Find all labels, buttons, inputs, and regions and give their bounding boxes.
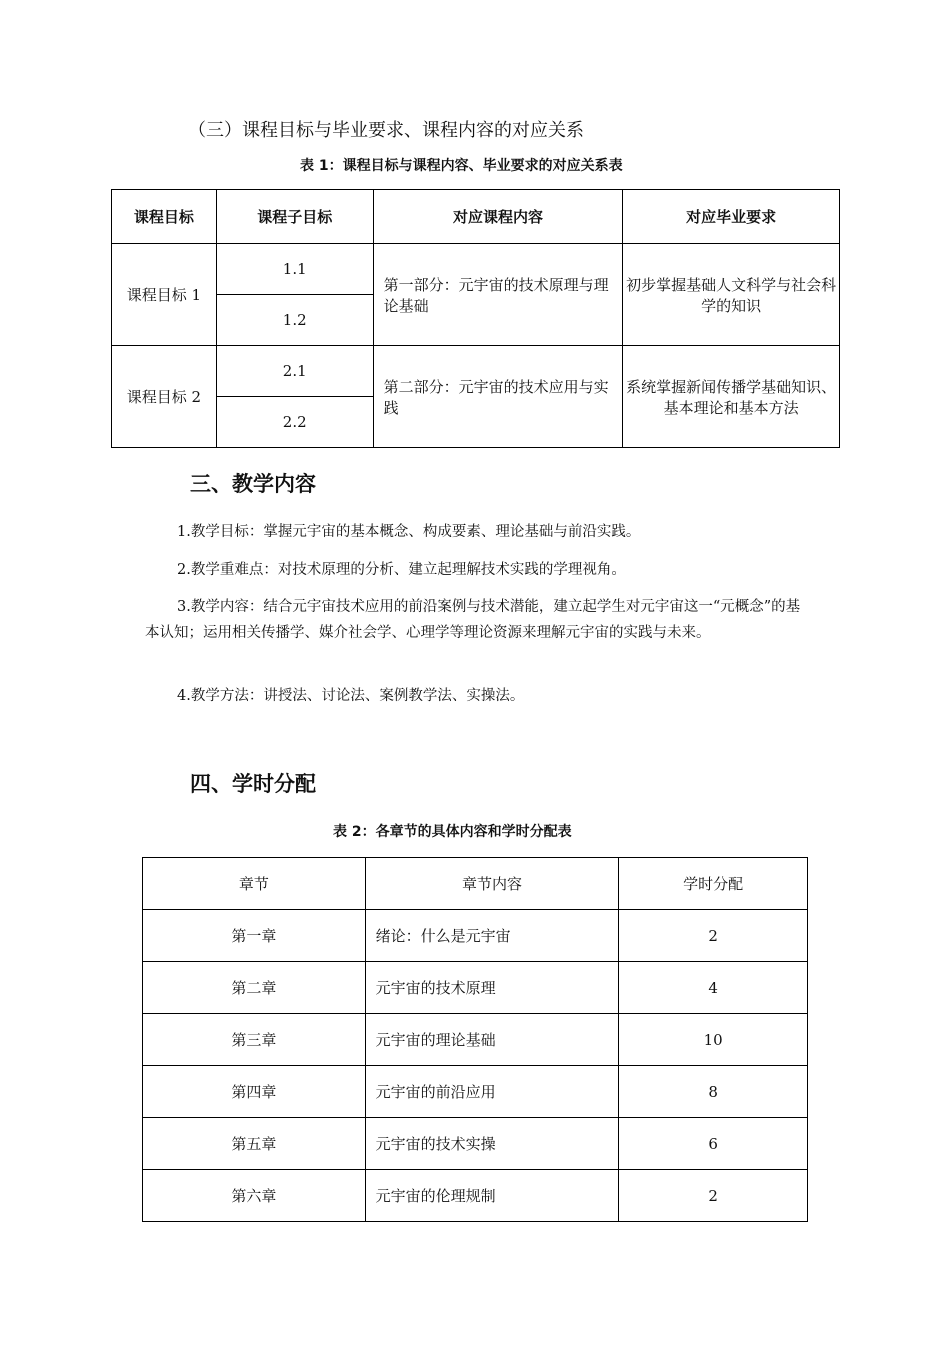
chapter-cell: 第六章 xyxy=(143,1170,366,1222)
section-title-teaching: 三、教学内容 xyxy=(190,472,316,496)
hours-table xyxy=(142,857,808,1222)
chapter-content-cell: 元宇宙的技术实操 xyxy=(365,1118,619,1170)
table-header-row xyxy=(143,858,808,910)
table-row xyxy=(143,1118,808,1170)
table-row xyxy=(143,1170,808,1222)
chapter-content-cell: 元宇宙的前沿应用 xyxy=(365,1066,619,1118)
hours-cell: 2 xyxy=(619,1170,808,1222)
section-subheading: （三）课程目标与毕业要求、课程内容的对应关系 xyxy=(188,120,584,141)
table-header-row xyxy=(112,190,840,244)
chapter-cell: 第一章 xyxy=(143,910,366,962)
subgoal-cell: 1.1 xyxy=(216,244,373,295)
hours-cell: 8 xyxy=(619,1066,808,1118)
paragraph xyxy=(145,594,810,646)
header-cell: 章节 xyxy=(143,858,366,910)
table-row xyxy=(112,346,840,397)
chapter-content-cell: 元宇宙的技术原理 xyxy=(365,962,619,1014)
header-cell: 对应毕业要求 xyxy=(623,190,840,244)
paragraph: 4.教学方法：讲授法、讨论法、案例教学法、实操法。 xyxy=(177,688,525,704)
table2-caption: 表 2：各章节的具体内容和学时分配表 xyxy=(333,824,572,840)
table-row xyxy=(143,1066,808,1118)
subgoal-cell: 2.1 xyxy=(216,346,373,397)
subgoal-cell: 1.2 xyxy=(216,295,373,346)
hours-cell: 6 xyxy=(619,1118,808,1170)
table-row xyxy=(143,1014,808,1066)
goal-cell: 课程目标 1 xyxy=(112,244,217,346)
hours-cell: 4 xyxy=(619,962,808,1014)
chapter-content-cell: 元宇宙的伦理规制 xyxy=(365,1170,619,1222)
paragraph: 2.教学重难点：对技术原理的分析、建立起理解技术实践的学理视角。 xyxy=(177,562,626,578)
hours-cell: 2 xyxy=(619,910,808,962)
chapter-cell: 第二章 xyxy=(143,962,366,1014)
header-cell: 对应课程内容 xyxy=(373,190,623,244)
requirement-cell: 系统掌握新闻传播学基础知识、基本理论和基本方法 xyxy=(623,346,840,448)
table-row xyxy=(143,962,808,1014)
goals-mapping-table xyxy=(111,189,840,448)
chapter-cell: 第五章 xyxy=(143,1118,366,1170)
header-cell: 课程目标 xyxy=(112,190,217,244)
paragraph-text: 3.教学内容：结合元宇宙技术应用的前沿案例与技术潜能，建立起学生对元宇宙这一“元概念”的基本认知；运用相关传播学、媒介社会学、心理学等理论资源来理解元宇宙的实践与未来。 xyxy=(145,599,801,641)
table-row xyxy=(143,910,808,962)
content-cell: 第二部分：元宇宙的技术应用与实践 xyxy=(373,346,623,448)
chapter-cell: 第三章 xyxy=(143,1014,366,1066)
chapter-cell: 第四章 xyxy=(143,1066,366,1118)
table-row xyxy=(112,244,840,295)
chapter-content-cell: 元宇宙的理论基础 xyxy=(365,1014,619,1066)
header-cell: 学时分配 xyxy=(619,858,808,910)
subgoal-cell: 2.2 xyxy=(216,397,373,448)
header-cell: 章节内容 xyxy=(365,858,619,910)
requirement-cell: 初步掌握基础人文科学与社会科学的知识 xyxy=(623,244,840,346)
table1-caption: 表 1：课程目标与课程内容、毕业要求的对应关系表 xyxy=(300,158,623,174)
chapter-content-cell: 绪论：什么是元宇宙 xyxy=(365,910,619,962)
section-title-hours: 四、学时分配 xyxy=(190,772,316,796)
paragraph: 1.教学目标：掌握元宇宙的基本概念、构成要素、理论基础与前沿实践。 xyxy=(177,524,641,540)
goal-cell: 课程目标 2 xyxy=(112,346,217,448)
content-cell: 第一部分：元宇宙的技术原理与理论基础 xyxy=(373,244,623,346)
header-cell: 课程子目标 xyxy=(216,190,373,244)
hours-cell: 10 xyxy=(619,1014,808,1066)
